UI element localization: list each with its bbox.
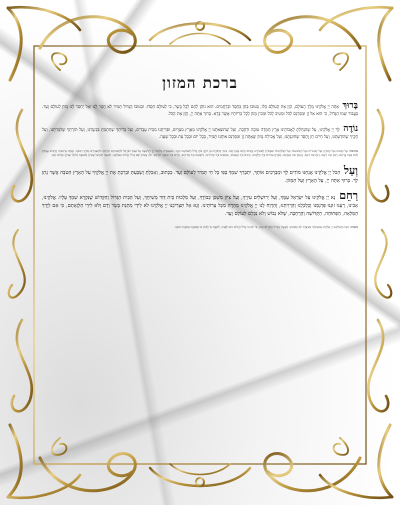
paragraph-lead-word: נוֹדֶה <box>343 123 358 134</box>
paragraph-text: לְּךָ יְיָ אֱלֹקֵינוּ, עַל שֶׁהִנְחַלְתָּ לַאֲבוֹתֵינוּ אֶרֶץ חֶמְדָּה טוֹבָה וּרְחָבָה, וְעַל שֶׁהוֹצֵאתָנוּ יְיָ אֱלֹקֵינוּ מֵאֶרֶץ מִצְרַיִם, וּפְדִיתָנוּ מִבֵּית עֲבָדִים, וְעַל בְּרִיתְךָ שֶׁחָתַמְתָּ בִּבְשָׂרֵנוּ, וְעַל תּוֹרָתְךָ שֶׁלִּמַּדְתָּנוּ, וְעַל חֻקֶּיךָ שֶׁהוֹדַעְתָּנוּ, וְעַל חַיִּים חֵן וָחֶסֶד שֶׁחוֹנַנְתָּנוּ, וְעַל אֲכִילַת מָזוֹן שָׁאַתָּה זָן וּמְפַרְנֵס אוֹתָנוּ תָּמִיד, בְּכָל יוֹם וּבְכָל עֵת וּבְכָל שָׁעָה. <box>42 127 358 141</box>
paragraph-rachem <box>42 188 358 218</box>
paragraph-text: נָא יְיָ אֱלֹקֵינוּ עַל יִשְׂרָאֵל עַמֶּךָ, וְעַל יְרוּשָׁלַיִם עִירֶךָ, וְעַל צִיּוֹן מִשְׁכַּן כְּבוֹדֶךָ, וְעַל מַלְכוּת בֵּית דָּוִד מְשִׁיחֶךָ, וְעַל הַבַּיִת הַגָּדוֹל וְהַקָּדוֹשׁ שֶׁנִּקְרָא שִׁמְךָ עָלָיו. אֱלֹקֵינוּ, אָבִינוּ, רְעֵנוּ זוּנֵנוּ פַּרְנְסֵנוּ וְכַלְכְּלֵנוּ וְהַרְוִיחֵנוּ, וְהַרְוַח לָנוּ יְיָ אֱלֹקֵינוּ מְהֵרָה מִכָּל צָרוֹתֵינוּ. וְנָא אַל תַּצְרִיכֵנוּ יְיָ אֱלֹקֵינוּ לֹא לִידֵי מַתְּנַת בָּשָׂר וָדָם וְלֹא לִידֵי הַלְוָאָתָם, כִּי אִם לְיָדְךָ הַמְּלֵאָה, הַפְּתוּחָה, הַקְּדוֹשָׁה וְהָרְחָבָה, שֶׁלֹּא נֵבוֹשׁ וְלֹא נִכָּלֵם לְעוֹלָם וָעֶד. <box>42 194 358 217</box>
paragraph-lead-word: וְעַל <box>343 163 358 177</box>
note-tag: בשבת: <box>350 224 358 229</box>
paragraph-lead-word: רַחֵם <box>339 188 358 202</box>
note-text: עַל הַנִּסִּים וְעַל הַפֻּרְקָן וְעַל הַגְּבוּרוֹת וְעַל הַתְּשׁוּעוֹת וְעַל הַמִּלְחָמוֹת שֶׁעָשִׂיתָ לַאֲבוֹתֵינוּ בַּיָּמִים הָהֵם בַּזְּמַן הַזֶּה. בִּימֵי מַתִּתְיָהוּ בֶּן יוֹחָנָן כֹּהֵן גָּדוֹל חַשְׁמוֹנַאי וּבָנָיו, כְּשֶׁעָמְדָה מַלְכוּת יָוָן הָרְשָׁעָה עַל עַמְּךָ יִשְׂרָאֵל לְהַשְׁכִּיחָם תּוֹרָתֶךָ וּלְהַעֲבִירָם מֵחֻקֵּי רְצוֹנֶךָ, וְאַתָּה בְּרַחֲמֶיךָ הָרַבִּים עָמַדְתָּ לָהֶם בְּעֵת צָרָתָם, רַבְתָּ אֶת רִיבָם, דַּנְתָּ אֶת דִּינָם, נָקַמְתָּ אֶת נִקְמָתָם, מָסַרְתָּ גִּבּוֹרִים בְּיַד חַלָּשִׁים, וְרַבִּים בְּיַד מְעַטִּים, וּטְמֵאִים בְּיַד טְהוֹרִים, וּרְשָׁעִים בְּיַד צַדִּיקִים, וְזֵדִים בְּיַד עוֹסְקֵי תוֹרָתֶךָ. וּלְךָ עָשִׂיתָ שֵׁם גָּדוֹל וְקָדוֹשׁ בְּעוֹלָמֶךָ, וּלְעַמְּךָ יִשְׂרָאֵל עָשִׂיתָ תְּשׁוּעָה גְדוֹלָה וּפֻרְקָן כְּהַיּוֹם הַזֶּה. <box>42 148 358 158</box>
paragraph-hazan <box>42 103 358 119</box>
chanukah-note <box>42 149 358 158</box>
paragraph-nodeh <box>42 123 358 142</box>
note-text: רְצֵה וְהַחֲלִיצֵנוּ יְיָ אֱלֹקֵינוּ בְּמִצְוֹתֶיךָ וּבְמִצְוַת יוֹם הַשְּׁבִיעִי הַשַּׁבָּת הַגָּדוֹל וְהַקָּדוֹשׁ הַזֶּה, כִּי יוֹם זֶה גָּדוֹל וְקָדוֹשׁ הוּא לְפָנֶיךָ, לִשְׁבָּת בּוֹ וְלָנוּחַ בּוֹ בְּאַהֲבָה כְּמִצְוַת רְצוֹנֶךָ. <box>174 224 350 229</box>
prayer-text-block <box>42 56 358 456</box>
paragraph-text: אַתָּה יְיָ אֱלֹקֵינוּ מֶלֶךְ הָעוֹלָם, הַזָּן אֶת הָעוֹלָם כֻּלּוֹ, בְּטוּבוֹ בְּחֵן בְּחֶסֶד וּבְרַחֲמִים. הוּא נוֹתֵן לֶחֶם לְכָל בָּשָׂר, כִּי לְעוֹלָם חַסְדּוֹ. וּבְטוּבוֹ הַגָּדוֹל תָּמִיד לֹא חָסַר לָנוּ וְאַל יֶחְסַר לָנוּ מָזוֹן לְעוֹלָם וָעֶד. בַּעֲבוּר שְׁמוֹ הַגָּדוֹל, כִּי הוּא אֵל זָן וּמְפַרְנֵס לַכֹּל וּמֵטִיב לַכֹּל וּמֵכִין מָזוֹן לְכָל בְּרִיּוֹתָיו אֲשֶׁר בָּרָא. בָּרוּךְ אַתָּה יְיָ, הַזָּן אֶת הַכֹּל. <box>42 105 358 118</box>
shabbat-note <box>42 225 358 230</box>
note-tag: בחנוכה: <box>348 148 358 153</box>
paragraph-lead-word: בָּרוּךְ <box>342 101 358 111</box>
paragraph-text: הַכֹּל יְיָ אֱלֹקֵינוּ אֲנַחְנוּ מוֹדִים לָךְ וּמְבָרְכִים אוֹתָךְ, יִתְבָּרַךְ שִׁמְךָ בְּפִי כָּל חַי תָּמִיד לְעוֹלָם וָעֶד. כַּכָּתוּב, וְאָכַלְתָּ וְשָׂבָעְתָּ וּבֵרַכְתָּ אֶת יְיָ אֱלֹקֶיךָ עַל הָאָרֶץ הַטֹּבָה אֲשֶׁר נָתַן לָךְ. בָּרוּךְ אַתָּה יְיָ, עַל הָאָרֶץ וְעַל הַמָּזוֹן. <box>42 169 358 184</box>
page-title: ברכת המזון <box>162 74 238 92</box>
paragraph-veal-hakol <box>42 163 358 185</box>
